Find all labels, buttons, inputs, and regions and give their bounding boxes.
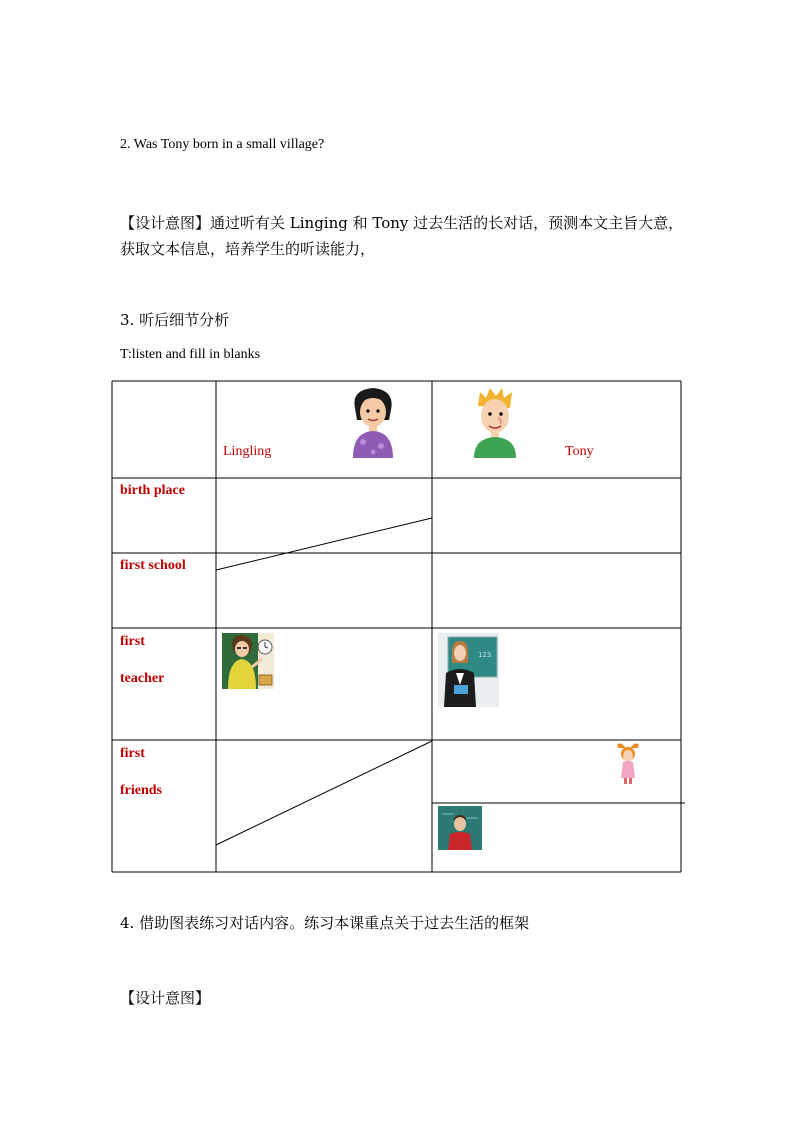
row-label-first-friends-line2: friends [120, 783, 162, 798]
design-intent-paragraph [120, 210, 690, 262]
row-label-first-school: first school [120, 558, 186, 573]
column-header-tony: Tony [565, 444, 594, 459]
lingling-portrait [349, 386, 397, 458]
row-label-first-friends-line1: first [120, 746, 145, 761]
question-2: 2. Was Tony born in a small village? [120, 137, 325, 152]
design-intent-text: 通过听有关 Linging 和 Tony 过去生活的长对话，预测本文主旨大意，获取文本信息，培养学生的听读能力， [120, 214, 684, 258]
design-intent-label: 【设计意图】 [120, 214, 211, 232]
column-header-lingling: Lingling [223, 444, 272, 459]
design-intent-label-2: 【设计意图】 [120, 989, 211, 1007]
svg-text:123: 123 [478, 651, 492, 659]
lingling-teacher-picture [222, 633, 274, 689]
tony-portrait [470, 386, 520, 458]
row-label-first-teacher-line2: teacher [120, 671, 165, 686]
diagonal-line-2 [216, 741, 432, 845]
diagonal-line-1 [216, 518, 432, 570]
section-3-title: 3. 听后细节分析 [120, 311, 230, 329]
tony-friend-girl-picture [616, 742, 640, 784]
section-3-instruction: T:listen and fill in blanks [120, 347, 261, 362]
tony-friend-boy-picture [438, 806, 482, 850]
section-4-title: 4. 借助图表练习对话内容。练习本课重点关于过去生活的框架 [120, 914, 530, 932]
row-label-birth-place: birth place [120, 483, 185, 498]
tony-teacher-picture [438, 633, 499, 707]
row-label-first-teacher-line1: first [120, 634, 145, 649]
